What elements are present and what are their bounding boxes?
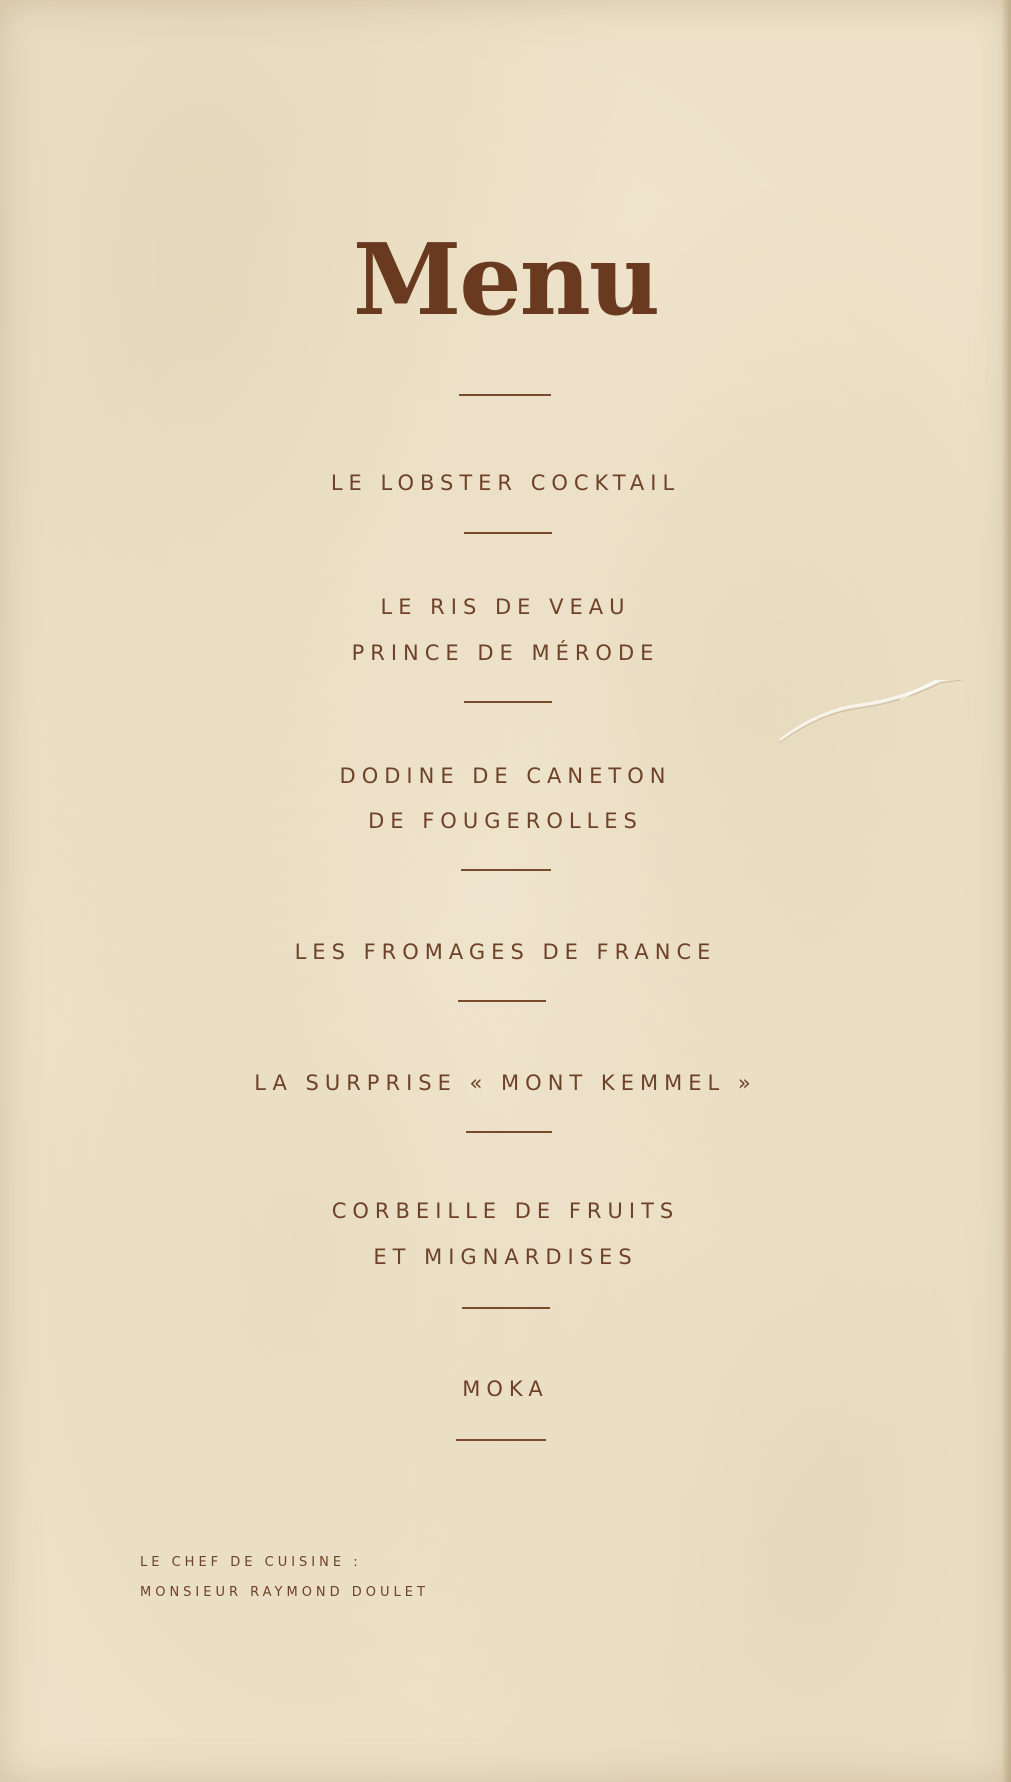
course-5-line-1: LA SURPRISE « MONT KEMMEL »	[254, 1071, 757, 1095]
course-6-line-1: CORBEILLE DE FRUITS	[331, 1199, 680, 1223]
chef-title: LE CHEF DE CUISINE :	[140, 1555, 362, 1570]
divider-rule	[464, 532, 552, 534]
course-6-line-2: ET MIGNARDISES	[373, 1245, 638, 1269]
menu-title: Menu	[352, 223, 659, 338]
divider-rule	[461, 869, 551, 871]
divider-rule	[466, 1131, 552, 1133]
divider-rule	[456, 1439, 546, 1441]
course-3-line-1: DODINE DE CANETON	[339, 764, 672, 788]
course-4-line-1: LES FROMAGES DE FRANCE	[294, 940, 717, 964]
divider-rule	[458, 1000, 546, 1002]
course-3-line-2: DE FOUGEROLLES	[368, 809, 643, 833]
course-7-line-1: MOKA	[462, 1377, 549, 1401]
course-2-line-2: PRINCE DE MÉRODE	[351, 641, 660, 665]
divider-rule	[459, 394, 551, 396]
course-1-line-1: LE LOBSTER COCKTAIL	[330, 471, 681, 495]
divider-rule	[464, 701, 552, 703]
course-2-line-1: LE RIS DE VEAU	[380, 595, 631, 619]
divider-rule	[462, 1307, 550, 1309]
chef-name: MONSIEUR RAYMOND DOULET	[140, 1585, 429, 1600]
